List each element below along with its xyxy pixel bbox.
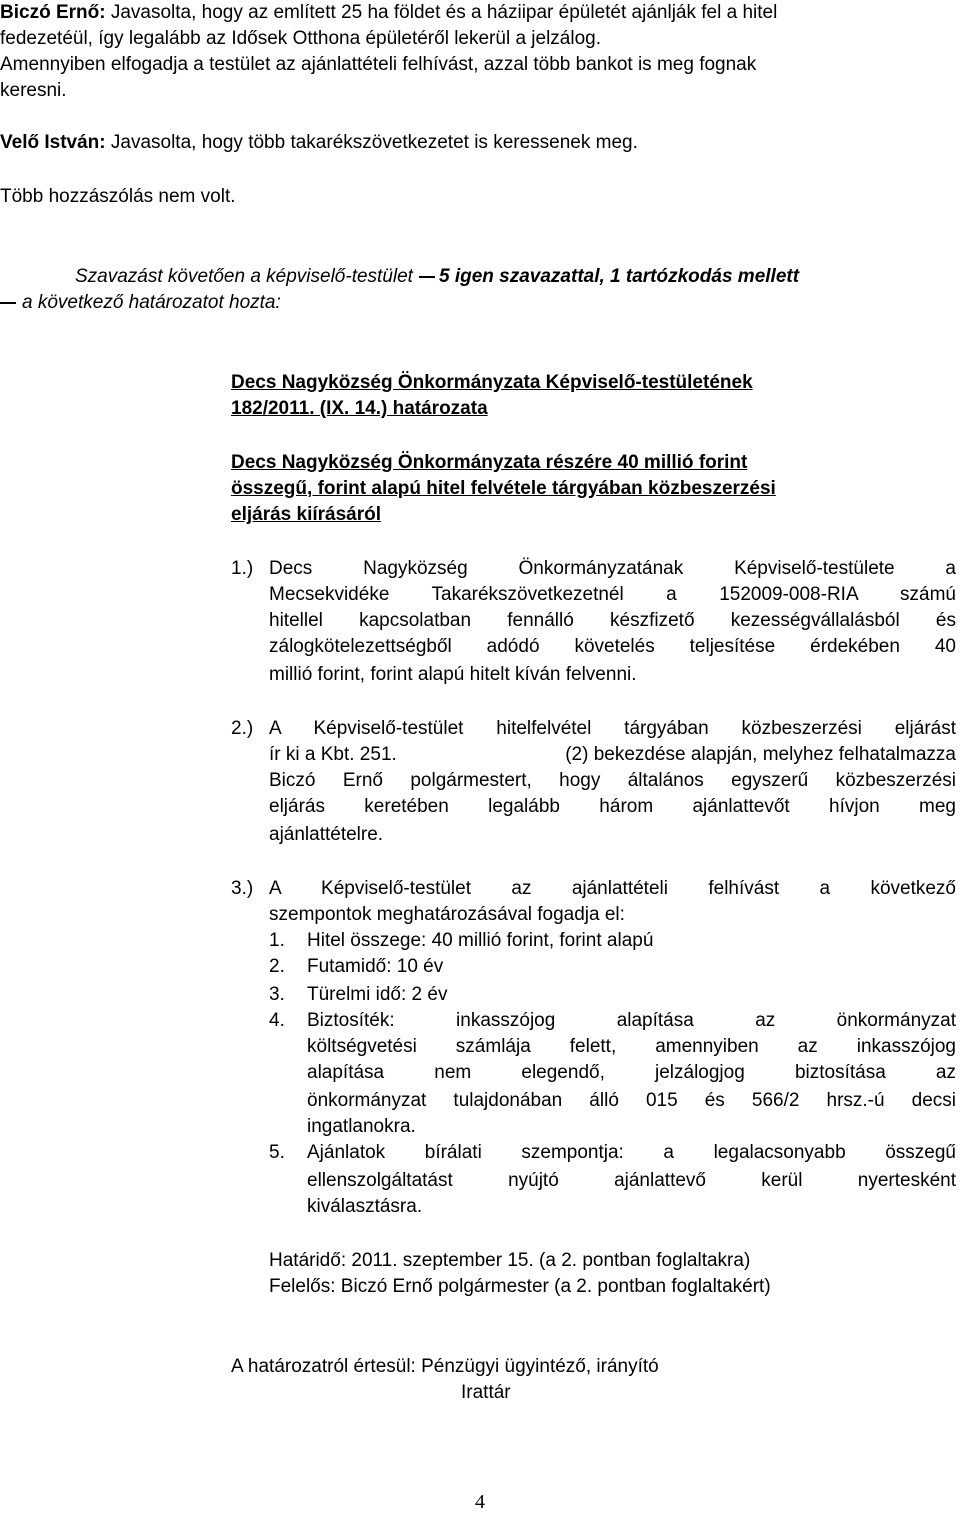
resolution-title: Decs Nagyközség Önkormányzata Képviselő-testületének xyxy=(231,372,753,393)
criteria-item: Futamidő: 10 év xyxy=(307,956,444,977)
item-line: millió forint, forint alapú hitelt kíván felvenni. xyxy=(269,664,637,685)
item-line: A Képviselő-testület hitelfelvétel tárgyában közbeszerzési eljárást xyxy=(269,718,956,739)
item-line: zálogkötelezettségből adódó követelés teljesítése érdekében 40 xyxy=(269,636,956,657)
resolution-title: 182/2011. (IX. 14.) határozata xyxy=(231,398,488,419)
vote-text: a következő határozatot hozta: xyxy=(22,292,281,313)
paragraph-line: fedezetéül, így legalább az Idősek Otthona épületéről lekerül a jelzálog. xyxy=(0,28,602,49)
criteria-item: alapítása nem elegendő, jelzálogjog biztosítása az xyxy=(307,1062,956,1083)
deadline: Határidő: 2011. szeptember 15. (a 2. pontban foglaltakra) xyxy=(269,1250,751,1271)
page-number: 4 xyxy=(475,1491,485,1513)
paragraph-line: Amennyiben elfogadja a testület az ajánlattételi felhívást, azzal több bankot is meg fognak xyxy=(0,54,757,75)
item-line: Decs Nagyközség Önkormányzatának Képviselő-testülete a xyxy=(269,558,956,579)
paragraph-line xyxy=(0,132,638,154)
criteria-number: 3. xyxy=(269,984,285,1005)
paragraph-text: Javasolta, hogy az említett 25 ha földet és a háziipar épületét ajánlják fel a hitel xyxy=(105,2,778,23)
criteria-item: Türelmi idő: 2 év xyxy=(307,984,448,1005)
criteria-item: önkormányzat tulajdonában álló 015 és 566/2 hrsz.-ú decsi xyxy=(307,1090,956,1111)
item-line: hitellel kapcsolatban fennálló készfizető kezességvállalásból és xyxy=(269,610,956,631)
criteria-item: Hitel összege: 40 millió forint, forint alapú xyxy=(307,930,654,951)
item-number: 1.) xyxy=(231,558,254,579)
paragraph-line: keresni. xyxy=(0,80,67,101)
dash xyxy=(419,276,435,278)
vote-text: Szavazást követően a képviselő-testület xyxy=(75,266,413,287)
criteria-number: 2. xyxy=(269,956,285,977)
paragraph-line xyxy=(0,2,777,24)
item-line xyxy=(269,744,956,766)
item-text: ír ki a Kbt. 251. xyxy=(269,744,397,765)
item-line: szempontok meghatározásával fogadja el: xyxy=(269,904,625,925)
item-text: (2) bekezdése alapján, melyhez felhatalmazza xyxy=(565,744,956,765)
vote-result: 5 igen szavazattal, 1 tartózkodás mellett xyxy=(438,266,800,287)
item-number: 2.) xyxy=(231,718,254,739)
criteria-item: ingatlanokra. xyxy=(307,1116,416,1137)
criteria-number: 5. xyxy=(269,1142,285,1163)
responsible: Felelős: Biczó Ernő polgármester (a 2. pontban foglaltakért) xyxy=(269,1276,771,1297)
vote-statement xyxy=(0,292,281,314)
criteria-item: Biztosíték: inkasszójog alapítása az önkormányzat xyxy=(307,1010,956,1031)
paragraph-line: Több hozzászólás nem volt. xyxy=(0,186,236,207)
item-number: 3.) xyxy=(231,878,254,899)
notified: A határozatról értesül: Pénzügyi ügyintéző, irányító xyxy=(231,1356,659,1377)
speaker-name: Velő István: xyxy=(0,132,106,153)
resolution-subject: Decs Nagyközség Önkormányzata részére 40 millió forint xyxy=(231,452,748,473)
item-line: Biczó Ernő polgármestert, hogy általános egyszerű közbeszerzési xyxy=(269,770,956,791)
dash xyxy=(0,302,16,304)
paragraph-text: Javasolta, hogy több takarékszövetkezetet is keressenek meg. xyxy=(105,132,638,153)
item-line: ajánlattételre. xyxy=(269,824,384,845)
item-line: A Képviselő-testület az ajánlattételi felhívást a következő xyxy=(269,878,956,899)
criteria-item: Ajánlatok bírálati szempontja: a legalacsonyabb összegű xyxy=(307,1142,956,1163)
criteria-item: költségvetési számlája felett, amennyiben az inkasszójog xyxy=(307,1036,956,1057)
speaker-name: Biczó Ernő: xyxy=(0,2,106,23)
criteria-number: 1. xyxy=(269,930,285,951)
resolution-subject: összegű, forint alapú hitel felvétele tárgyában közbeszerzési xyxy=(231,478,776,499)
item-line: Mecsekvidéke Takarékszövetkezetnél a 152009-008-RIA számú xyxy=(269,584,956,605)
vote-statement xyxy=(75,266,799,288)
criteria-item: ellenszolgáltatást nyújtó ajánlattevő kerül nyertesként xyxy=(307,1170,956,1191)
criteria-item: kiválasztásra. xyxy=(307,1196,423,1217)
archive: Irattár xyxy=(461,1382,511,1403)
criteria-number: 4. xyxy=(269,1010,285,1031)
item-line: eljárás keretében legalább három ajánlattevőt hívjon meg xyxy=(269,796,956,817)
resolution-subject: eljárás kiírásáról xyxy=(231,504,381,525)
